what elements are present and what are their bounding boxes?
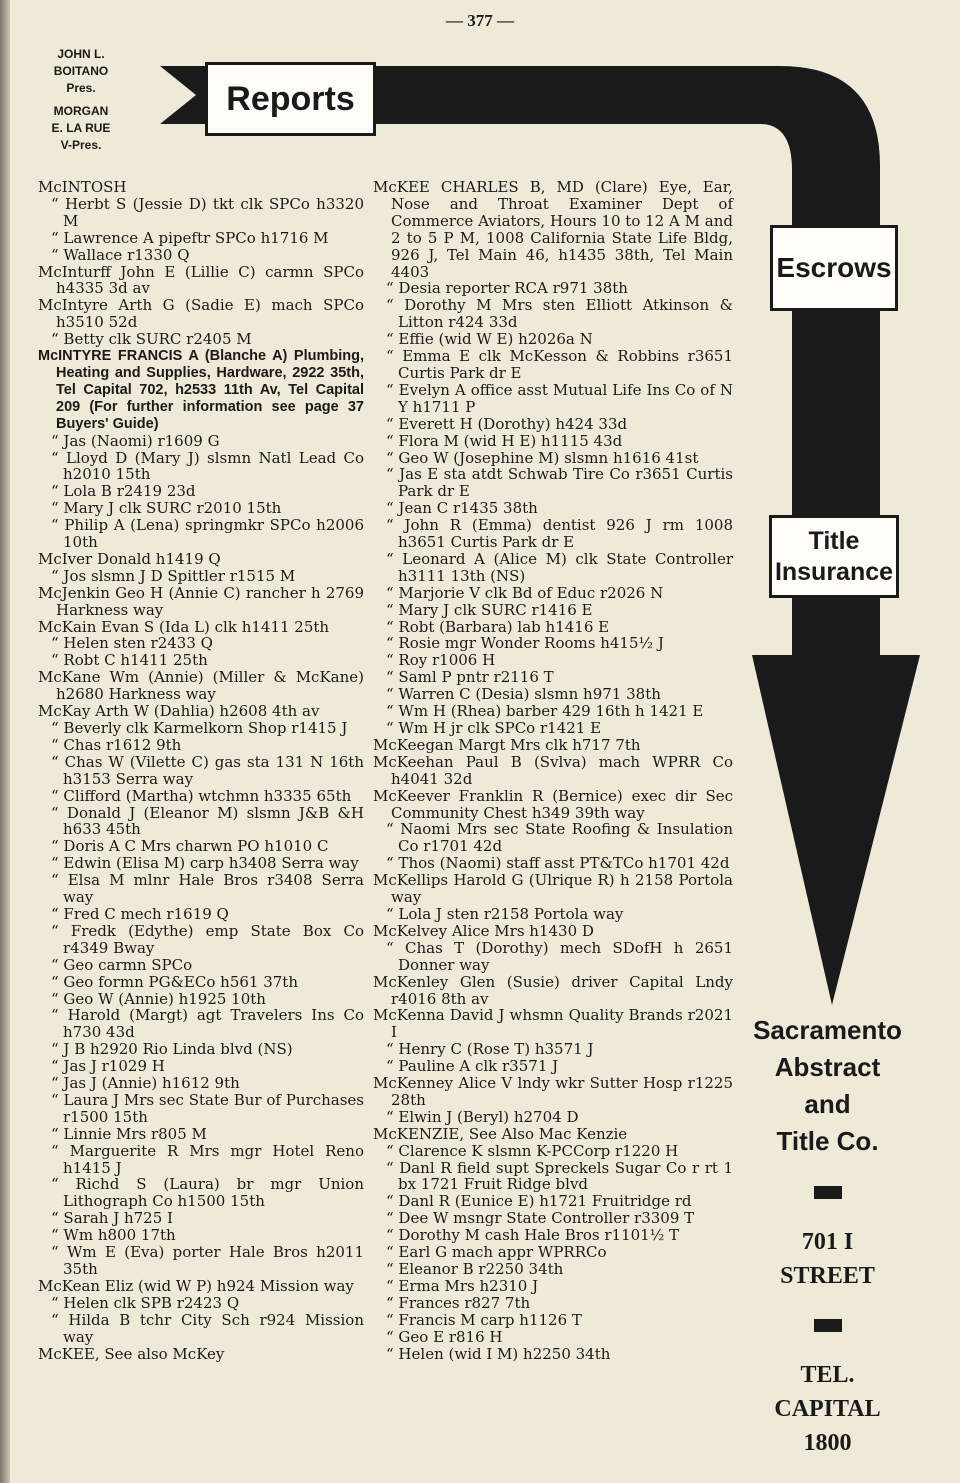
directory-entry: “ Jean C r1435 38th	[386, 499, 538, 518]
directory-entry: “ Hilda B tchr City Sch r924 Mission way	[51, 1310, 364, 1346]
directory-entry: “ Richd S (Laura) br mgr Union Lithograph Co h1500 15th	[51, 1175, 364, 1211]
directory-entry: “ Robt C h1411 25th	[51, 651, 208, 670]
directory-entry: McKane Wm (Annie) (Miller & McKane) h2680 Harkness way	[38, 668, 364, 704]
directory-entry: McIntyre Arth G (Sadie E) mach SPCo h3510 52d	[38, 296, 364, 332]
directory-entry: “ Marguerite R Mrs mgr Hotel Reno h1415 J	[51, 1141, 364, 1177]
directory-entry: “ Thos (Naomi) staff asst PT&TCo h1701 42d	[386, 854, 730, 873]
directory-entry: “ Philip A (Lena) springmkr SPCo h2006 10th	[51, 516, 364, 552]
directory-entry: “ Henry C (Rose T) h3571 J	[386, 1040, 594, 1059]
directory-entry: “ Fred C mech r1619 Q	[51, 904, 229, 923]
directory-entry: “ Elsa M mlnr Hale Bros r3408 Serra way	[51, 871, 364, 907]
directory-entry: “ Wm H jr clk SPCo r1421 E	[386, 719, 602, 737]
directory-entry: “ Lola B r2419 23d	[51, 482, 196, 501]
directory-entry: “ Harold (Margt) agt Travelers Ins Co h730 43d	[51, 1006, 364, 1042]
directory-entry: “ Jos slsmn J D Spittler r1515 M	[51, 566, 296, 585]
directory-entry: “ Lola J sten r2158 Portola way	[386, 904, 624, 923]
directory-entry: “ Frances r827 7th	[386, 1293, 531, 1312]
ad-divider	[814, 1186, 842, 1199]
directory-entry: McKeever Franklin R (Bernice) exec dir Sec Community Chest h349 39th way	[373, 786, 733, 822]
directory-entry: “ Lawrence A pipeftr SPCo h1716 M	[51, 228, 329, 247]
ad-divider	[814, 1319, 842, 1332]
directory-entry: “ Helen (wid I M) h2250 34th	[386, 1344, 611, 1363]
directory-entry: “ Doris A C Mrs charwn PO h1010 C	[51, 837, 329, 856]
directory-entry: “ Clarence K slsmn K-PCCorp r1220 H	[386, 1141, 679, 1160]
directory-entry: McKain Evan S (Ida L) clk h1411 25th	[38, 617, 330, 636]
directory-entry: “ Mary J clk SURC r2010 15th	[51, 499, 282, 518]
reports-sign: Reports	[205, 62, 376, 136]
officer-title: Pres.	[66, 81, 96, 95]
directory-entry: “ Helen clk SPB r2423 Q	[51, 1293, 240, 1312]
escrows-sign: Escrows	[770, 225, 898, 311]
directory-entry: “ Erma Mrs h2310 J	[386, 1276, 539, 1295]
directory-entry: “ Jas J (Annie) h1612 9th	[51, 1074, 240, 1093]
directory-entry: “ Evelyn A office asst Mutual Life Ins Co of N Y h1711 P	[386, 380, 733, 416]
directory-entry: McKEE CHARLES B, MD (Clare) Eye, Ear, Nose and Throat Examiner Dept of Commerce Aviators, Hours 10 to 12 A M and 2 to 5 P M, 1008 California State Life Bldg, 926 J, Tel Main 46, h1435 38th, Tel Main 4403	[373, 178, 733, 281]
directory-entry: “ Fredk (Edythe) emp State Box Co r4349 Bway	[51, 921, 364, 957]
directory-entry: “ Effie (wid W E) h2026a N	[386, 330, 593, 349]
directory-entry: McJenkin Geo H (Annie C) rancher h 2769 Harkness way	[38, 583, 364, 619]
directory-entry: “ Jas J r1029 H	[51, 1057, 165, 1076]
directory-entry: McKeehan Paul B (Svlva) mach WPRR Co h4041 32d	[373, 752, 733, 788]
directory-column-middle	[373, 179, 733, 1362]
directory-entry: McKenna David J whsmn Quality Brands r2021 I	[373, 1006, 733, 1042]
officer-line: E. LA RUE	[51, 121, 111, 135]
directory-entry: “ Dorothy M Mrs sten Elliott Atkinson & Litton r424 33d	[386, 296, 733, 332]
arrow-head	[752, 655, 920, 1005]
directory-entry: McIver Donald h1419 Q	[38, 549, 221, 568]
directory-entry: McKenney Alice V lndy wkr Sutter Hosp r1225 28th	[373, 1074, 733, 1109]
directory-entry: “ Chas T (Dorothy) mech SDofH h 2651 Donner way	[386, 938, 733, 974]
directory-entry: McINTYRE FRANCIS A (Blanche A) Plumbing, Heating and Supplies, Hardware, 2922 35th, Tel Capital 702, h2533 11th Av, Tel Capital 209 (For further information see page 37 Buyers' Guide)	[38, 348, 364, 432]
directory-entry: “ Geo W (Josephine M) slsmn h1616 41st	[386, 448, 699, 467]
directory-entry: “ Emma E clk McKesson & Robbins r3651 Curtis Park dr E	[386, 347, 733, 382]
directory-entry: McKelvey Alice Mrs h1430 D	[373, 921, 594, 940]
directory-entry: “ Pauline A clk r3571 J	[386, 1057, 559, 1076]
title-sign-line: Insurance	[774, 557, 894, 586]
directory-entry: “ Eleanor B r2250 34th	[386, 1260, 564, 1278]
directory-entry: “ Geo W (Annie) h1925 10th	[51, 989, 266, 1008]
directory-entry: “ Everett H (Dorothy) h424 33d	[386, 414, 628, 433]
directory-entry: “ Wm h800 17th	[51, 1226, 176, 1245]
title-insurance-sign	[769, 515, 899, 598]
directory-entry: “ Linnie Mrs r805 M	[51, 1124, 207, 1143]
directory-entry: “ Dorothy M cash Hale Bros r1101½ T	[386, 1226, 680, 1245]
directory-entry: “ Francis M carp h1126 T	[386, 1310, 582, 1329]
directory-entry: “ Saml P pntr r2116 T	[386, 668, 554, 687]
directory-entry: McInturff John E (Lillie C) carmn SPCo h4335 3d av	[38, 262, 364, 298]
directory-entry: “ Clifford (Martha) wtchmn h3335 65th	[51, 786, 352, 805]
directory-entry: “ Geo carmn SPCo	[51, 955, 193, 974]
directory-entry: McKay Arth W (Dahlia) h2608 4th av	[38, 702, 320, 721]
ad-company-name: Title Co.	[776, 1126, 879, 1156]
directory-entry: “ Mary J clk SURC r1416 E	[386, 600, 593, 619]
directory-entry: “ Elwin J (Beryl) h2704 D	[386, 1107, 579, 1126]
directory-entry: “ Roy r1006 H	[386, 651, 496, 670]
directory-entry: McKEE, See also McKey	[38, 1344, 225, 1363]
directory-entry: “ Lloyd D (Mary J) slsmn Natl Lead Co h2010 15th	[51, 448, 364, 484]
directory-entry: “ Chas r1612 9th	[51, 735, 182, 754]
ad-address-street: STREET	[780, 1263, 875, 1289]
directory-entry: “ Marjorie V clk Bd of Educ r2026 N	[386, 583, 664, 602]
directory-entry: “ Robt (Barbara) lab h1416 E	[386, 617, 610, 636]
directory-entry: “ Rosie mgr Wonder Rooms h415½ J	[386, 634, 664, 653]
directory-entry: “ Wallace r1330 Q	[51, 245, 190, 264]
directory-entry: “ Naomi Mrs sec State Roofing & Insulation Co r1701 42d	[386, 820, 733, 856]
directory-entry: “ Dee W msngr State Controller r3309 T	[386, 1209, 695, 1228]
ad-company-name: and	[804, 1089, 851, 1119]
officer-line: JOHN L.	[57, 47, 105, 61]
directory-entry: “ Donald J (Eleanor M) slsmn J&B &H h633 45th	[51, 803, 364, 839]
officer-title: V-Pres.	[60, 138, 102, 152]
officer-line: MORGAN	[53, 104, 109, 118]
directory-entry: “ Wm H (Rhea) barber 429 16th h 1421 E	[386, 702, 704, 721]
directory-entry: McKean Eliz (wid W P) h924 Mission way	[38, 1276, 354, 1295]
page-number: — 377 —	[446, 11, 514, 30]
directory-entry: “ Herbt S (Jessie D) tkt clk SPCo h3320 M	[51, 194, 364, 230]
directory-entry: “ Sarah J h725 I	[51, 1209, 173, 1228]
directory-entry: “ Wm E (Eva) porter Hale Bros h2011 35th	[51, 1243, 364, 1278]
title-sign-line: Title	[808, 526, 860, 555]
directory-entry: “ Earl G mach appr WPRRCo	[386, 1243, 607, 1262]
ad-tel-label: TEL.	[800, 1362, 855, 1388]
ad-tel-exchange: CAPITAL	[774, 1396, 881, 1422]
directory-entry: “ Desia reporter RCA r971 38th	[386, 279, 628, 298]
directory-entry: “ Beverly clk Karmelkorn Shop r1415 J	[51, 719, 348, 737]
directory-entry: McINTOSH	[38, 178, 127, 196]
directory-entry: McKeegan Margt Mrs clk h717 7th	[373, 735, 641, 754]
directory-entry: “ Flora M (wid H E) h1115 43d	[386, 431, 623, 450]
directory-entry: McKENZIE, See Also Mac Kenzie	[373, 1124, 628, 1143]
directory-entry: “ Edwin (Elisa M) carp h3408 Serra way	[51, 854, 359, 873]
directory-entry: “ Jas (Naomi) r1609 G	[51, 431, 220, 450]
ad-address-number: 701 I	[801, 1229, 854, 1255]
directory-entry: “ Geo E r816 H	[386, 1327, 503, 1346]
directory-entry: “ Danl R field supt Spreckels Sugar Co r rt 1 bx 1721 Fruit Ridge blvd	[386, 1158, 733, 1194]
directory-entry: “ Helen sten r2433 Q	[51, 634, 213, 653]
arrow-band-curve	[380, 66, 880, 180]
ad-company-name: Abstract	[774, 1052, 881, 1082]
directory-column-left	[38, 179, 364, 1362]
directory-entry: McKellips Harold G (Ulrique R) h 2158 Portola way	[373, 871, 733, 907]
directory-entry: “ Jas E sta atdt Schwab Tire Co r3651 Curtis Park dr E	[386, 465, 733, 501]
directory-entry: McKenley Glen (Susie) driver Capital Lndy r4016 8th av	[373, 972, 733, 1008]
directory-entry: “ Danl R (Eunice E) h1721 Fruitridge rd	[386, 1192, 692, 1211]
directory-entry: “ Chas W (Vilette C) gas sta 131 N 16th h3153 Serra way	[51, 752, 364, 788]
officer-line: BOITANO	[53, 64, 109, 78]
ad-company-name: Sacramento	[753, 1015, 902, 1045]
directory-entry: “ J B h2920 Rio Linda blvd (NS)	[51, 1040, 293, 1059]
directory-entry: “ Laura J Mrs sec State Bur of Purchases r1500 15th	[51, 1090, 364, 1126]
directory-entry: “ Warren C (Desia) slsmn h971 38th	[386, 685, 661, 704]
advertisement-block	[740, 1012, 915, 1460]
directory-entry: “ Betty clk SURC r2405 M	[51, 330, 252, 349]
ad-tel-number: 1800	[803, 1430, 852, 1456]
directory-entry: “ Geo formn PG&ECo h561 37th	[51, 972, 298, 991]
directory-entry: “ Leonard A (Alice M) clk State Controller h3111 13th (NS)	[386, 549, 733, 585]
directory-entry: “ John R (Emma) dentist 926 J rm 1008 h3651 Curtis Park dr E	[386, 516, 733, 552]
